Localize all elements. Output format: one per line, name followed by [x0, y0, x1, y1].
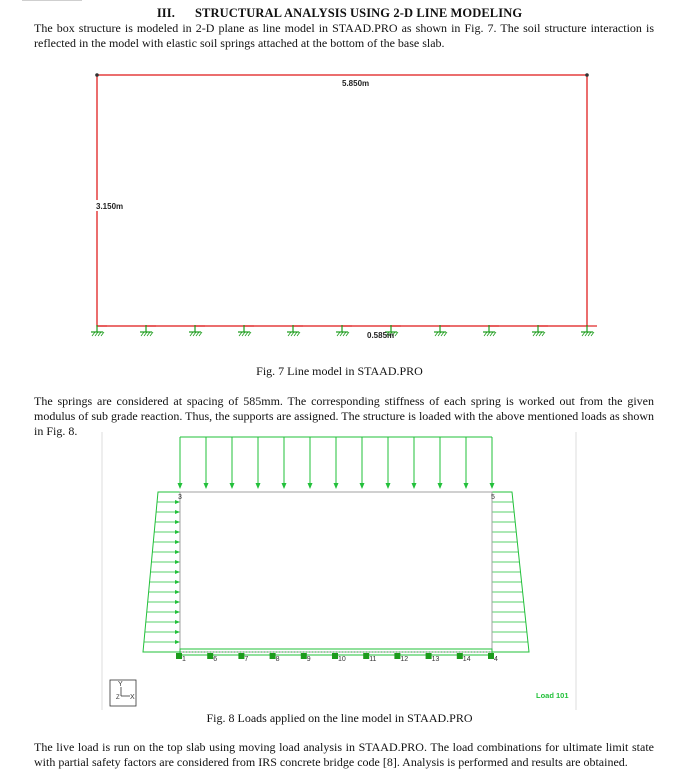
section-heading [0, 6, 679, 21]
axis-z-label: Z [116, 695, 120, 701]
right-earth-pressure [492, 492, 529, 652]
figure-7-line-model [0, 60, 679, 360]
right-pressure-arrows [492, 502, 528, 642]
dimension-width-label: 5.850m [342, 79, 370, 88]
axis-triad [110, 680, 136, 706]
axis-triad-box [110, 680, 136, 706]
dimension-height [95, 200, 129, 211]
pressure-arrow-head [175, 640, 180, 644]
pressure-arrow-head [175, 560, 180, 564]
frame-members [95, 73, 589, 326]
axis-y-label: Y [118, 681, 123, 688]
left-pressure-arrows [144, 500, 180, 644]
box-outline [180, 492, 492, 652]
load-arrow [308, 437, 313, 489]
node-label: 1 [182, 656, 186, 663]
top-load-arrows [178, 437, 495, 489]
node-label: 7 [244, 656, 249, 663]
load-arrow [360, 437, 365, 489]
section-title: STRUCTURAL ANALYSIS USING 2-D LINE MODELING [194, 6, 523, 20]
pressure-arrow-head [175, 530, 180, 534]
plot-frame [102, 432, 576, 710]
node-label: 10 [338, 656, 346, 663]
pressure-arrow-head [175, 630, 180, 634]
dimension-spacing-label: 0.585m [367, 331, 395, 340]
node-label: 14 [462, 656, 471, 663]
load-arrow [464, 437, 469, 489]
load-arrow [204, 437, 209, 489]
dimension-height-label: 3.150m [96, 202, 124, 211]
node-label: 11 [369, 656, 377, 663]
load-arrow [256, 437, 261, 489]
node-label: 13 [431, 656, 440, 663]
node-label: 8 [275, 656, 280, 663]
node-label: 3 [178, 494, 182, 501]
header-rule [22, 0, 82, 1]
load-arrow [386, 437, 391, 489]
pressure-arrow-head [175, 610, 180, 614]
dimension-spacing [367, 331, 394, 340]
load-arrow [282, 437, 287, 489]
spring-node [488, 653, 498, 663]
paragraph-2: The springs are considered at spacing of 585mm. The corresponding stiffness of each spring is worked out from the given modulus of sub grade reaction. Thus, the supports are assigned. The structure is loaded with the above mentioned loads as shown in Fig. 8. [34, 394, 654, 438]
top-uniform-load [178, 437, 495, 489]
frame-outline [97, 75, 587, 326]
pressure-arrow-head [175, 600, 180, 604]
node-top-right [585, 73, 589, 77]
load-arrow [230, 437, 235, 489]
node-label: 4 [494, 656, 498, 663]
pressure-arrow-head [175, 620, 180, 624]
figure-8-loads [0, 432, 679, 712]
load-arrow [178, 437, 183, 489]
figure-7-caption: Fig. 7 Line model in STAAD.PRO [256, 364, 423, 378]
load-arrow [438, 437, 443, 489]
node-label: 12 [400, 656, 409, 663]
paragraph-3: The live load is run on the top slab using moving load analysis in STAAD.PRO. The load combinations for ultimate limit state with partial safety factors are considered from IRS concrete bridge code [8]. Analysis is performed and results are obtained. [34, 740, 654, 769]
node-top-left [95, 73, 99, 77]
section-number: III. [156, 6, 175, 20]
box-frame [180, 492, 492, 655]
load-arrow [490, 437, 495, 489]
left-earth-pressure [143, 492, 180, 652]
axis-x-label: X [130, 694, 135, 701]
load-arrow [334, 437, 339, 489]
pressure-arrow-head [175, 580, 180, 584]
load-case-label: Load 101 [536, 691, 569, 700]
paragraph-1: The box structure is modeled in 2-D plane as line model in STAAD.PRO as shown in Fig. 7. The soil structure interaction is reflected in the model with elastic soil springs attached at the bottom of the base slab. [34, 21, 654, 50]
node-label: 6 [213, 656, 218, 663]
pressure-arrow-head [175, 520, 180, 524]
dimension-width [339, 77, 375, 88]
pressure-arrow-head [175, 590, 180, 594]
node-label: 9 [306, 656, 311, 663]
figure-8-caption: Fig. 8 Loads applied on the line model in STAAD.PRO [206, 711, 473, 725]
load-arrow [412, 437, 417, 489]
node-label: 5 [491, 494, 495, 501]
pressure-arrow-head [175, 540, 180, 544]
pressure-arrow-head [175, 510, 180, 514]
pressure-arrow-head [175, 570, 180, 574]
pressure-arrow-head [175, 550, 180, 554]
node-labels [176, 494, 498, 663]
